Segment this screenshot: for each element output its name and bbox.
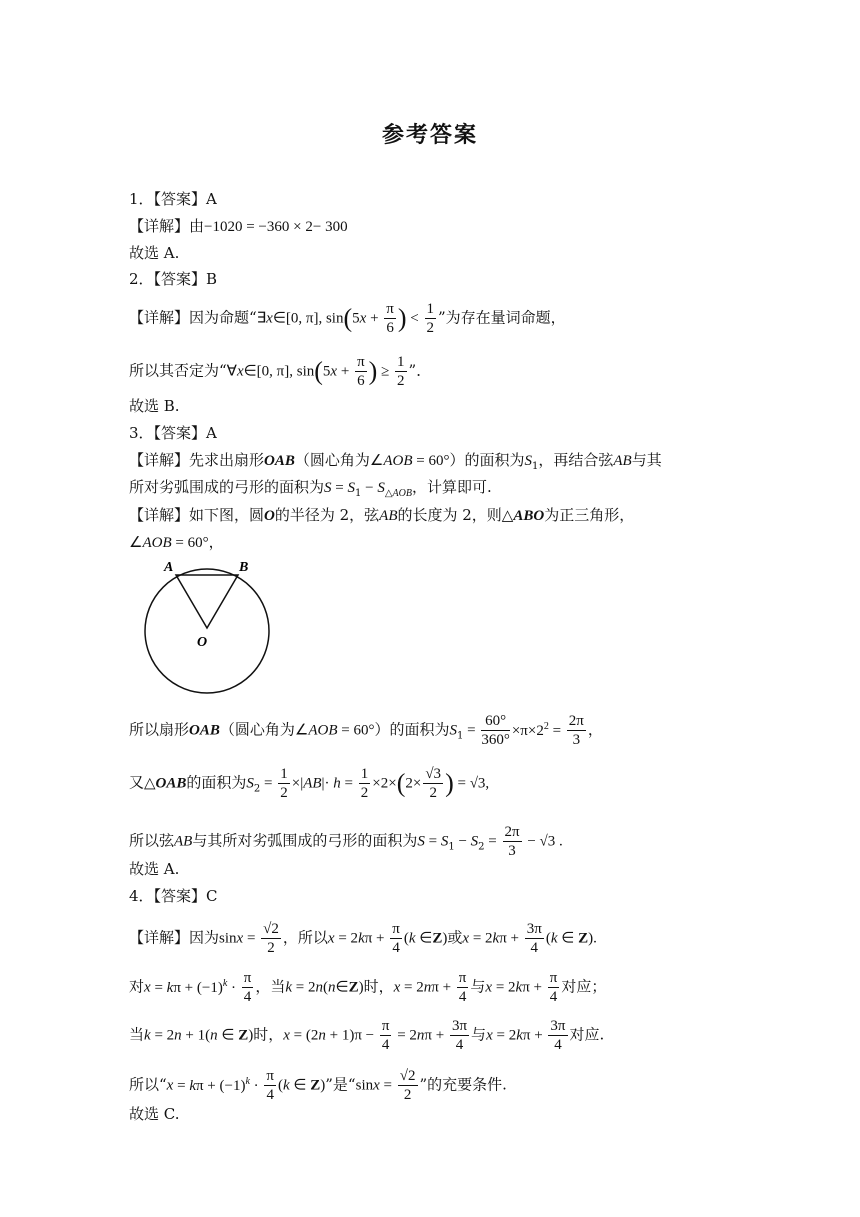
label-a: A [164, 560, 174, 575]
q2-answer: 2．【答案】B [129, 270, 218, 288]
q2-detail: 【详解】因为命题“∃x∈[0, π], sin(5x + $\frac{\pi}{6}$ ) < $\frac{1}{2}$ ”为存在量词命题， [129, 301, 566, 336]
triangle-aob [176, 575, 238, 628]
q3-detail-1: 【详解】如下图，圆O的半径为 2，弦AB的长度为 2，则△ABO为正三角形， [129, 506, 635, 524]
q3-step-2: 又△OAB的面积为$S_2$ = $\frac{1}{2}$ ×|AB|· h = $\frac{1}{2}$ ×2×(2× $\frac{√3}{2}$ ) = √3, [129, 766, 490, 801]
q3-conclusion: 故选 A. [129, 860, 180, 878]
q4-line-3: 当k = 2n + 1(n ∈ Z)时，x = (2n + 1)π − $\frac{\pi}{4}$ = 2nπ + $\frac{3\pi}{4}$ 与x = 2kπ + $\frac{3\pi}{4}$ 对应. [129, 1018, 605, 1053]
q3-analysis-2: 所对劣弧围成的弓形的面积为$S = S_1 - S_{\triangle AOB}$，计算即可. [129, 478, 492, 499]
q2-negation: 所以其否定为“∀x∈[0, π], sin(5x + $\frac{\pi}{6}$ ) ≥ $\frac{1}{2}$ ”． [129, 354, 432, 389]
q1-answer: 1．【答案】A [129, 190, 217, 208]
label-o: O [197, 635, 208, 650]
page-title: 参考答案 [381, 123, 478, 148]
q4-detail: 【详解】因为sinx = $\frac{√2}{2}$ ，所以x = 2kπ + $\frac{\pi}{4}$ (k ∈Z)或x = 2kπ + $\frac{3\pi}{4}$ (k ∈ Z). [129, 921, 597, 956]
q4-line-2: 对$x = k\pi + (-1)^k$ · $\frac{\pi}{4}$ ，当k = 2n(n∈Z)时，x = 2nπ + $\frac{\pi}{4}$ 与x = 2kπ + $\frac{\pi}{4}$ 对应； [129, 970, 607, 1005]
q3-answer: 3．【答案】A [129, 424, 217, 442]
label-b: B [239, 560, 249, 575]
q1-detail: 【详解】由−1020 = −360 × 2− 300 [129, 217, 348, 235]
q3-step-1: 所以扇形OAB（圆心角为∠AOB = 60°）的面积为$S_1$ = $\frac{60^\circ}{360^\circ}$ $\times\pi\times 2^2$ = $\frac{2\pi}{3}$ ， [129, 713, 603, 748]
q1-conclusion: 故选 A. [129, 244, 180, 262]
q3-angle: ∠AOB = 60°， [129, 535, 224, 551]
q4-conclusion: 故选 C. [129, 1105, 180, 1123]
q3-analysis-1: 【详解】先求出扇形OAB（圆心角为∠AOB = 60°）的面积为$S_1$，再结合弦AB与其 [129, 451, 662, 472]
circle-sector-figure [140, 556, 280, 701]
q4-answer: 4．【答案】C [129, 887, 218, 905]
q2-conclusion: 故选 B. [129, 397, 180, 415]
q3-step-3: 所以弦AB与其所对劣弧围成的弓形的面积为$S = S_1 - S_2$ = $\frac{2\pi}{3}$ − √3 . [129, 824, 563, 859]
q4-line-4: 所以“$x = k\pi + (-1)^k$ · $\frac{\pi}{4}$ (k ∈ Z)”是“sinx = $\frac{√2}{2}$ ”的充要条件. [129, 1068, 507, 1103]
circle [145, 569, 269, 693]
